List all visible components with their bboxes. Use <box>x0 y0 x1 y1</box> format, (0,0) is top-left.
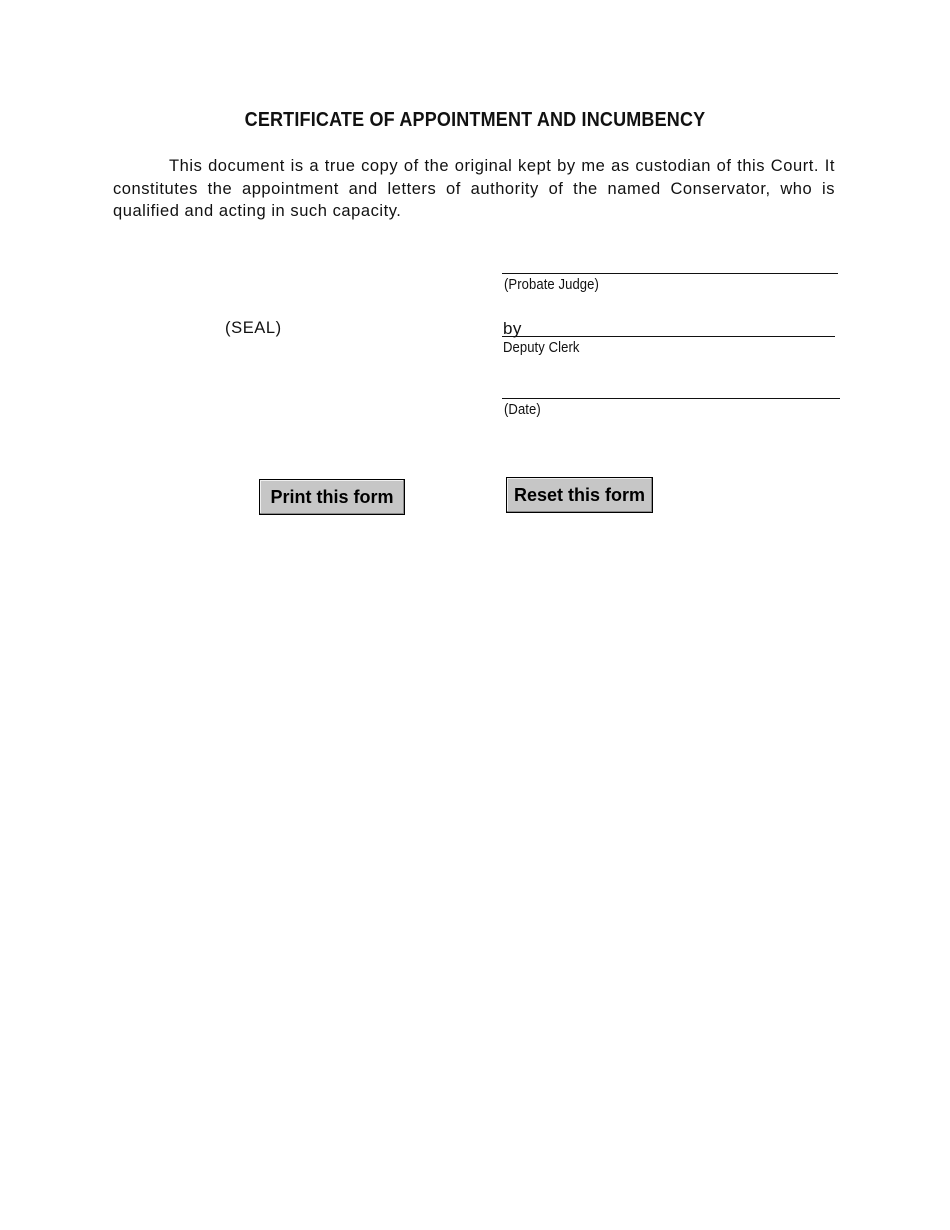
by-label: by <box>503 319 522 338</box>
document-title: CERTIFICATE OF APPOINTMENT AND INCUMBENCY <box>244 109 706 131</box>
deputy-clerk-label: Deputy Clerk <box>503 340 580 356</box>
date-line[interactable] <box>502 398 840 399</box>
probate-judge-signature-line[interactable] <box>502 273 838 274</box>
print-form-button[interactable]: Print this form <box>259 479 405 515</box>
deputy-clerk-signature-line[interactable] <box>502 336 835 337</box>
reset-form-button[interactable]: Reset this form <box>506 477 653 513</box>
probate-judge-label: (Probate Judge) <box>504 277 599 293</box>
certificate-statement: This document is a true copy of the original kept by me as custodian of this Court. It constitutes the appointment and letters of authority of the named Conservator, who is qualified and acting in such capacity. <box>113 157 835 220</box>
date-label: (Date) <box>504 402 541 418</box>
seal-label: (SEAL) <box>225 319 282 337</box>
